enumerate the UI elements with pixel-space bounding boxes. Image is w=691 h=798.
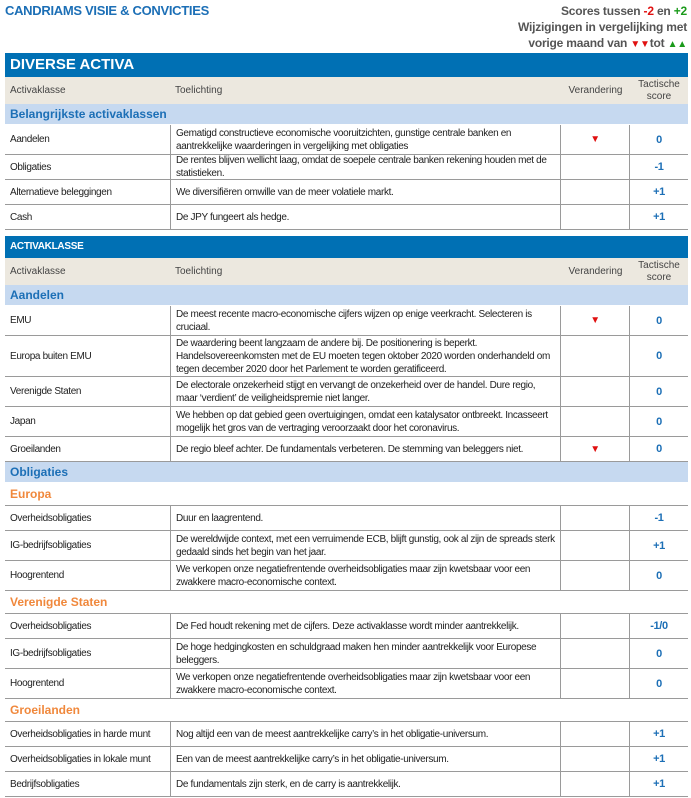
explanation-cell: De meest recente macro-economische cijfers wijzen op enige veerkracht. Selecteren is cruciaal. (170, 306, 561, 335)
asset-class-cell: Overheidsobligaties (10, 512, 92, 524)
explanation-cell: Een van de meest aantrekkelijke carry’s in het obligatie-universum. (170, 747, 561, 771)
asset-class-cell: Aandelen (10, 134, 50, 145)
asset-class-cell: Groeilanden (10, 443, 61, 455)
explanation-cell: We verkopen onze negatiefrentende overheidsobligaties maar zijn kwetsbaar voor een zwakkere macro-economische context. (170, 561, 561, 590)
score-cell: -1 (654, 512, 664, 524)
explanation-cell: We verkopen onze negatiefrentende overheidsobligaties maar zijn kwetsbaar voor een zwakkere macro-economische context. (170, 669, 561, 698)
legend-line-1: Scores tussen -2 en +2 (560, 4, 687, 18)
change-cell (561, 155, 630, 179)
diverse-activa-table (5, 53, 688, 230)
change-cell (561, 669, 630, 698)
score-cell: 0 (656, 569, 662, 582)
explanation-cell: De fundamentals zijn sterk, en de carry is aantrekkelijk. (170, 772, 561, 796)
score-cell: 0 (656, 647, 662, 660)
score-cell: -1/0 (650, 620, 668, 632)
max-score: +2 (673, 4, 687, 18)
explanation-cell: De Fed houdt rekening met de cijfers. Deze activaklasse wordt minder aantrekkelijk. (170, 614, 561, 638)
legend-line-3: vorige maand van ▼▼tot ▲▲ (528, 36, 687, 50)
down-arrow-icon: ▼ (590, 315, 600, 326)
table-row (5, 722, 688, 747)
change-cell (561, 180, 630, 204)
score-cell: +1 (653, 728, 665, 740)
explanation-cell: De JPY fungeert als hedge. (170, 205, 561, 229)
score-cell: 0 (656, 314, 662, 327)
change-cell (561, 437, 630, 461)
table-row (5, 614, 688, 639)
col-explanation: Toelichting (175, 266, 223, 277)
table-row (5, 125, 688, 155)
col-score: Tactische score (638, 259, 680, 283)
col-explanation: Toelichting (175, 85, 223, 96)
min-score: -2 (643, 4, 654, 18)
subsection-emerging: Groeilanden (5, 699, 688, 722)
asset-class-cell: Verenigde Staten (10, 386, 82, 397)
table-row (5, 639, 688, 669)
col-asset-class: Activaklasse (10, 85, 66, 96)
page-title: CANDRIAMS VISIE & CONVICTIES (5, 3, 209, 18)
asset-class-cell: Overheidsobligaties in harde munt (10, 728, 151, 740)
asset-class-cell: Bedrijfsobligaties (10, 778, 80, 790)
explanation-cell: We diversifiëren omwille van de meer volatiele markt. (170, 180, 561, 204)
table-banner: ACTIVAKLASSE (5, 236, 688, 258)
asset-class-cell: Cash (10, 211, 32, 223)
score-cell: 0 (656, 415, 662, 428)
change-cell (561, 407, 630, 436)
score-cell: +1 (653, 753, 665, 765)
asset-class-cell: Overheidsobligaties (10, 620, 92, 632)
asset-class-cell: Japan (10, 416, 36, 427)
change-cell (561, 531, 630, 560)
change-cell (561, 506, 630, 530)
down-arrow-icon: ▼ (590, 443, 600, 455)
down-arrows-icon: ▼▼ (630, 39, 650, 50)
table-row (5, 506, 688, 531)
column-header (5, 258, 688, 285)
col-asset-class: Activaklasse (10, 266, 66, 277)
change-cell (561, 722, 630, 746)
table-row (5, 180, 688, 205)
score-cell: +1 (653, 778, 665, 790)
asset-class-cell: Obligaties (10, 161, 51, 173)
legend-line-2: Wijzigingen in vergelijking met (517, 20, 687, 34)
table-row (5, 407, 688, 437)
table-row (5, 377, 688, 407)
explanation-cell: We hebben op dat gebied geen overtuigingen, omdat een katalysator ontbreekt. Incasseert mogelijk het gros van de vertraging veroorzaakt door het coronavirus. (170, 407, 561, 436)
column-header (5, 77, 688, 104)
explanation-cell: De wereldwijde context, met een verruimende ECB, blijft gunstig, ook al zijn de spreads sterk gedaald sinds het begin van het jaar. (170, 531, 561, 560)
asset-class-cell: Europa buiten EMU (10, 350, 92, 362)
section-heading-bonds: Obligaties (5, 462, 688, 483)
score-legend (518, 3, 687, 53)
score-cell: +1 (653, 211, 665, 223)
explanation-cell: De electorale onzekerheid stijgt en vervangt de onzekerheid over de handel. Dure regio, maar ‘verdient’ de veiligheidspremie niet langer. (170, 377, 561, 406)
score-cell: -1 (654, 161, 664, 173)
change-cell (561, 772, 630, 796)
subsection-us: Verenigde Staten (5, 591, 688, 614)
section-heading-equities: Aandelen (5, 285, 688, 306)
score-cell: 0 (656, 133, 662, 146)
change-cell (561, 336, 630, 376)
col-change: Verandering (568, 266, 623, 277)
table-row (5, 437, 688, 462)
asset-class-cell: Alternatieve beleggingen (10, 186, 112, 198)
section-heading: Belangrijkste activaklassen (5, 104, 688, 125)
change-cell (561, 306, 630, 335)
change-cell (561, 747, 630, 771)
explanation-cell: De waardering beent langzaam de andere bij. De positionering is beperkt. Handelsovereenkomsten met de EU moeten tegen oktober 2020 worden onderhandeld om tegen december 2020 door het Parlement te worden geratificeerd. (170, 336, 561, 376)
asset-class-cell: IG-bedrijfsobligaties (10, 540, 92, 551)
asset-class-cell: Overheidsobligaties in lokale munt (10, 753, 151, 765)
change-cell (561, 614, 630, 638)
explanation-cell: De regio bleef achter. De fundamentals verbeteren. De stemming van beleggers niet. (170, 437, 561, 461)
asset-class-cell: Hoogrentend (10, 678, 64, 689)
score-cell: 0 (656, 443, 662, 455)
table-row (5, 205, 688, 230)
table-row (5, 336, 688, 377)
explanation-cell: De hoge hedgingkosten en schuldgraad maken hen minder aantrekkelijk voor Europese beleggers. (170, 639, 561, 668)
score-cell: 0 (656, 677, 662, 690)
table-banner: DIVERSE ACTIVA (5, 53, 688, 77)
score-cell: +1 (653, 186, 665, 198)
table-row (5, 306, 688, 336)
table-row (5, 561, 688, 591)
asset-class-cell: IG-bedrijfsobligaties (10, 648, 92, 659)
change-cell (561, 377, 630, 406)
table-row (5, 747, 688, 772)
score-cell: 0 (656, 350, 662, 362)
asset-class-cell: Hoogrentend (10, 570, 64, 581)
explanation-cell: Duur en laagrentend. (170, 506, 561, 530)
change-cell (561, 205, 630, 229)
score-cell: 0 (656, 385, 662, 398)
subsection-europe: Europa (5, 483, 688, 506)
table-row (5, 155, 688, 180)
down-arrow-icon: ▼ (590, 134, 600, 145)
change-cell (561, 639, 630, 668)
explanation-cell: De rentes blijven wellicht laag, omdat de soepele centrale banken rekening houden met de statistieken. (170, 155, 561, 179)
col-change: Verandering (568, 85, 623, 96)
explanation-cell: Gematigd constructieve economische vooruitzichten, gunstige centrale banken en aantrekkelijke waarderingen in vergelijking met obligaties (170, 125, 561, 154)
table-row (5, 772, 688, 797)
table-row (5, 669, 688, 699)
explanation-cell: Nog altijd een van de meest aantrekkelijke carry’s in het obligatie-universum. (170, 722, 561, 746)
asset-class-cell: EMU (10, 315, 32, 326)
change-cell (561, 125, 630, 154)
change-cell (561, 561, 630, 590)
score-cell: +1 (653, 539, 665, 552)
activaklasse-table (5, 236, 688, 797)
col-score: Tactische score (638, 78, 680, 102)
up-arrows-icon: ▲▲ (667, 39, 687, 50)
table-row (5, 531, 688, 561)
